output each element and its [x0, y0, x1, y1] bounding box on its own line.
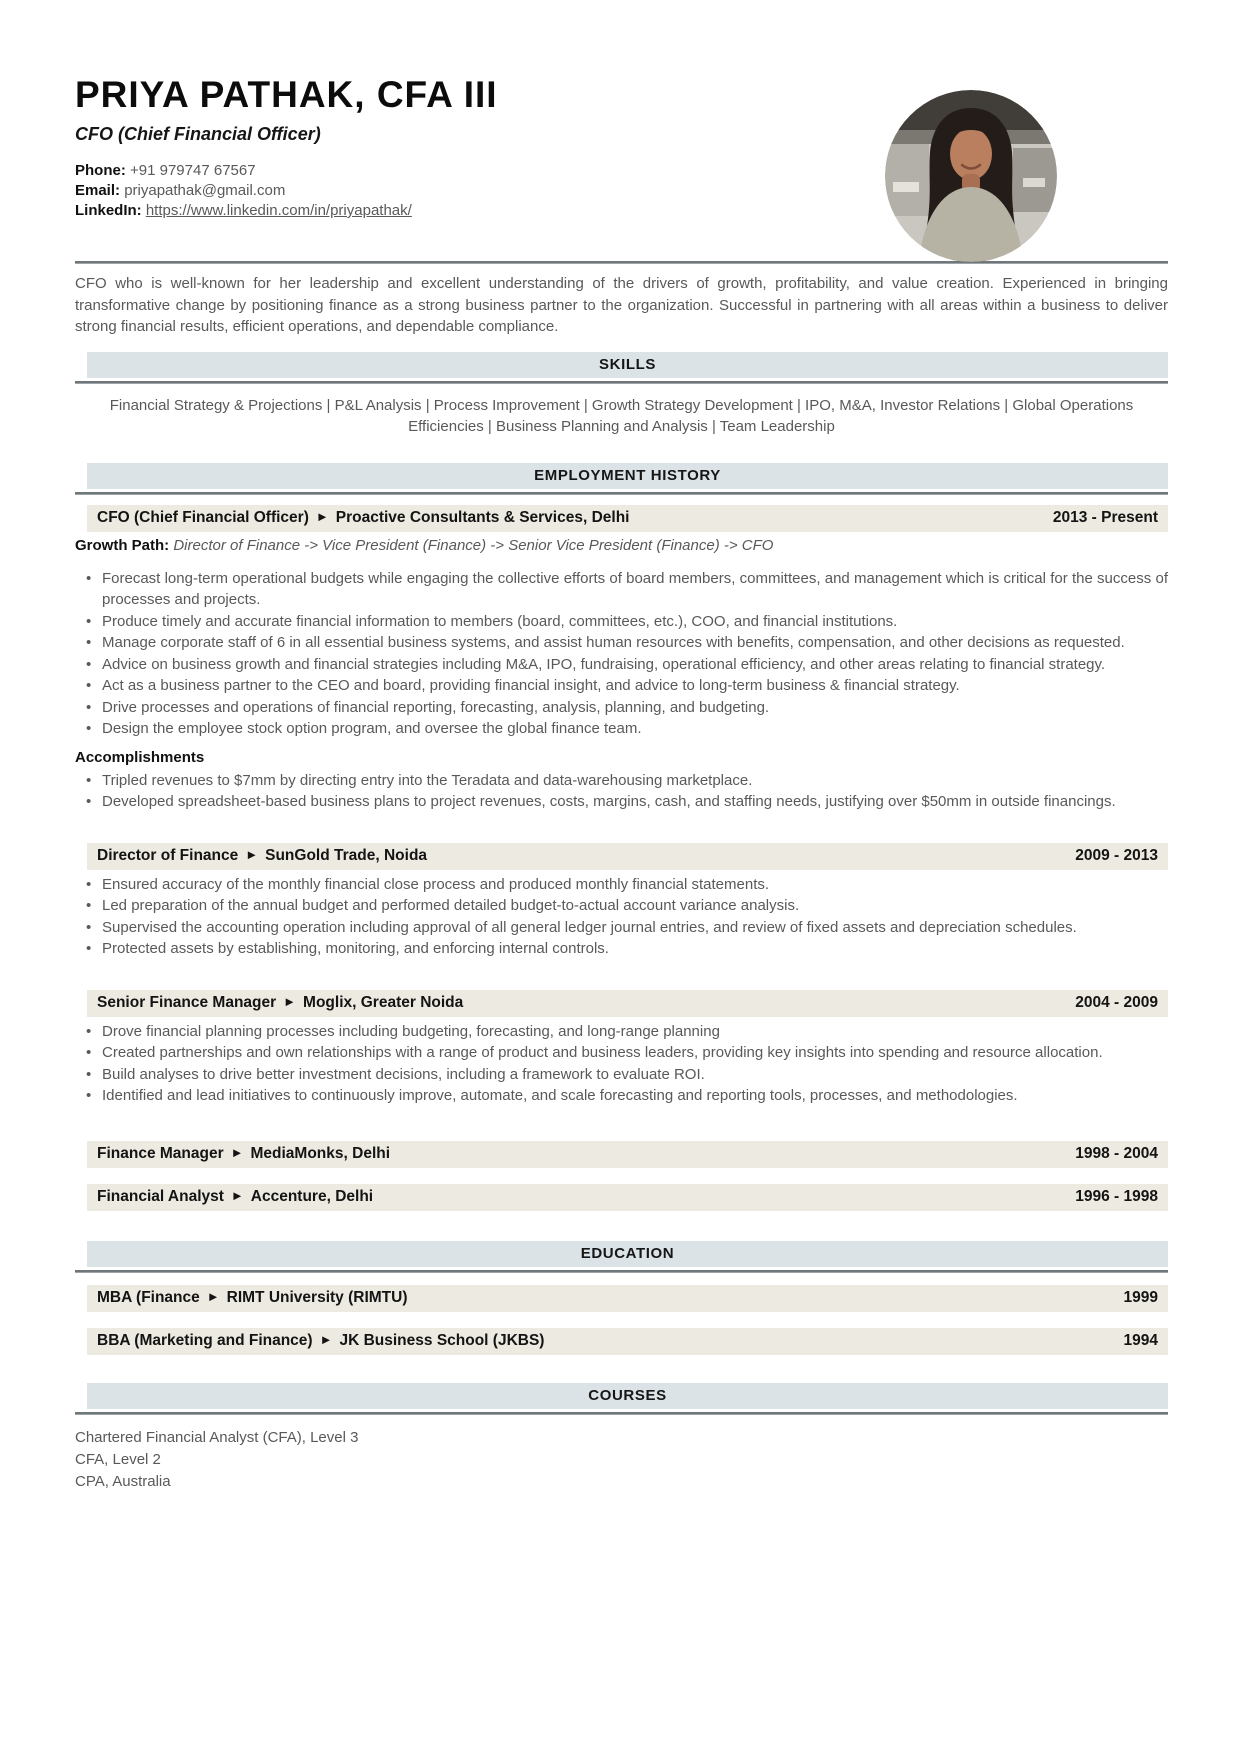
graduation-year: 1999 [1123, 1288, 1158, 1306]
job-bullets-director [75, 874, 1168, 960]
candidate-title: CFO (Chief Financial Officer) [75, 124, 321, 144]
growth-path-value: Director of Finance -> Vice President (Finance) -> Senior Vice President (Finance) -> CFO [173, 536, 774, 554]
accomplishments-heading: Accomplishments [75, 748, 205, 766]
arrow-icon: ► [315, 508, 329, 524]
bullet: • Protected assets by establishing, monitoring, and enforcing internal controls. [75, 938, 1168, 960]
course-item: Chartered Financial Analyst (CFA), Level 3 [75, 1428, 359, 1446]
linkedin-label: LinkedIn: [75, 202, 142, 219]
education-row-mba [87, 1285, 1168, 1312]
job-title-line [97, 1145, 390, 1163]
header-divider [75, 261, 1168, 264]
bullet: • Led preparation of the annual budget and performed detailed budget-to-actual account variance analysis. [75, 895, 1168, 917]
job-dates: 1996 - 1998 [1075, 1187, 1158, 1205]
growth-path [75, 537, 1168, 554]
bullet: • Design the employee stock option program, and oversee the global finance team. [75, 718, 1168, 740]
job-role: Finance Manager [97, 1144, 224, 1162]
profile-photo [885, 90, 1057, 262]
courses-divider [75, 1412, 1168, 1415]
phone-label: Phone: [75, 162, 126, 179]
bullet: • Tripled revenues to $7mm by directing entry into the Teradata and data-warehousing marketplace. [75, 770, 1168, 792]
job-title-line [97, 847, 427, 865]
degree: MBA (Finance [97, 1288, 200, 1306]
bullet: • Build analyses to drive better investment decisions, including a framework to evaluate ROI. [75, 1064, 1168, 1086]
employment-divider [75, 492, 1168, 495]
school: RIMT University (RIMTU) [226, 1288, 408, 1306]
bullet: • Manage corporate staff of 6 in all essential business systems, and assist human resources with benefits, compensation, and other decisions as requested. [75, 632, 1168, 654]
job-company: SunGold Trade, Noida [265, 846, 428, 864]
skills-divider [75, 381, 1168, 384]
courses-list [75, 1427, 1168, 1493]
job-bullets-senior-manager [75, 1021, 1168, 1107]
bullet: • Forecast long-term operational budgets while engaging the collective efforts of board members, committees, and management which is critical for the success of processes and projects. [75, 568, 1168, 611]
arrow-icon: ► [245, 846, 259, 862]
bullet: • Created partnerships and own relationships with a range of product and business leaders, providing key insights into spending and resource allocation. [75, 1042, 1168, 1064]
job-role: Financial Analyst [97, 1187, 224, 1205]
school: JK Business School (JKBS) [339, 1331, 545, 1349]
job-header-cfo [87, 505, 1168, 532]
job-company: Accenture, Delhi [250, 1187, 374, 1205]
course-item: CFA, Level 2 [75, 1450, 161, 1468]
growth-path-label: Growth Path: [75, 536, 170, 554]
job-dates: 1998 - 2004 [1075, 1144, 1158, 1162]
arrow-icon: ► [319, 1331, 333, 1347]
section-title-education: EDUCATION [87, 1241, 1168, 1267]
accomplishments-bullets [75, 770, 1168, 813]
bullet: • Act as a business partner to the CEO and board, providing financial insight, and advice to long-term business & financial strategy. [75, 675, 1168, 697]
course-item: CPA, Australia [75, 1472, 171, 1490]
job-header-senior-finance-manager [87, 990, 1168, 1017]
bullet: • Drove financial planning processes including budgeting, forecasting, and long-range planning [75, 1021, 1168, 1043]
job-role: Senior Finance Manager [97, 993, 277, 1011]
job-title-line [97, 994, 463, 1012]
bullet: • Produce timely and accurate financial information to members (board, committees, etc.), COO, and financial institutions. [75, 611, 1168, 633]
bullet: • Drive processes and operations of financial reporting, forecasting, analysis, planning, and budgeting. [75, 697, 1168, 719]
graduation-year: 1994 [1123, 1331, 1158, 1349]
bullet: • Advice on business growth and financial strategies including M&A, IPO, fundraising, operational efficiency, and other areas relating to financial strategy. [75, 654, 1168, 676]
education-row-bba [87, 1328, 1168, 1355]
job-dates: 2009 - 2013 [1075, 846, 1158, 864]
phone-value: +91 979747 67567 [130, 162, 256, 179]
job-header-director-finance [87, 843, 1168, 870]
skills-list: Financial Strategy & Projections | P&L Analysis | Process Improvement | Growth Strategy Development | IPO, M&A, Investor Relations | Global Operations Efficiencies | Business Planning and Analysis | Team Leadership [109, 396, 1134, 435]
job-company: Proactive Consultants & Services, Delhi [335, 508, 630, 526]
job-header-finance-manager [87, 1141, 1168, 1168]
job-header-financial-analyst [87, 1184, 1168, 1211]
job-dates: 2004 - 2009 [1075, 993, 1158, 1011]
job-role: CFO (Chief Financial Officer) [97, 508, 309, 526]
job-title-line [97, 509, 629, 527]
bullet: • Ensured accuracy of the monthly financial close process and produced monthly financial statements. [75, 874, 1168, 896]
arrow-icon: ► [206, 1288, 220, 1304]
profile-summary: CFO who is well-known for her leadership and excellent understanding of the drivers of growth, profitability, and value creation. Experienced in bringing transformative change by positioning finance as a strong business partner to the organization. Successful in partnering with all areas within a business to deliver strong financial results, efficient operations, and dependable compliance. [75, 275, 1168, 335]
job-company: MediaMonks, Delhi [250, 1144, 391, 1162]
section-title-courses: COURSES [87, 1383, 1168, 1409]
arrow-icon: ► [230, 1144, 244, 1160]
job-bullets-cfo [75, 568, 1168, 740]
job-role: Director of Finance [97, 846, 239, 864]
education-divider [75, 1270, 1168, 1273]
arrow-icon: ► [283, 993, 297, 1009]
profile-photo-illustration [885, 90, 1057, 262]
email-value: priyapathak@gmail.com [124, 182, 286, 199]
candidate-name: PRIYA PATHAK, CFA III [75, 74, 498, 115]
bullet: • Identified and lead initiatives to continuously improve, automate, and scale forecasting and reporting tools, processes, and methodologies. [75, 1085, 1168, 1107]
job-dates: 2013 - Present [1052, 508, 1158, 526]
bullet: • Developed spreadsheet-based business plans to project revenues, costs, margins, cash, and staffing needs, justifying over $50mm in outside financings. [75, 791, 1168, 813]
section-title-employment: EMPLOYMENT HISTORY [87, 463, 1168, 489]
degree: BBA (Marketing and Finance) [97, 1331, 313, 1349]
email-label: Email: [75, 182, 121, 199]
degree-line [97, 1332, 544, 1350]
bullet: • Supervised the accounting operation including approval of all general ledger journal entries, and review of fixed assets and depreciation schedules. [75, 917, 1168, 939]
section-title-skills: SKILLS [87, 352, 1168, 378]
linkedin-link[interactable]: https://www.linkedin.com/in/priyapathak/ [145, 202, 412, 219]
job-title-line [97, 1188, 373, 1206]
degree-line [97, 1289, 407, 1307]
job-company: Moglix, Greater Noida [303, 993, 464, 1011]
arrow-icon: ► [230, 1187, 244, 1203]
